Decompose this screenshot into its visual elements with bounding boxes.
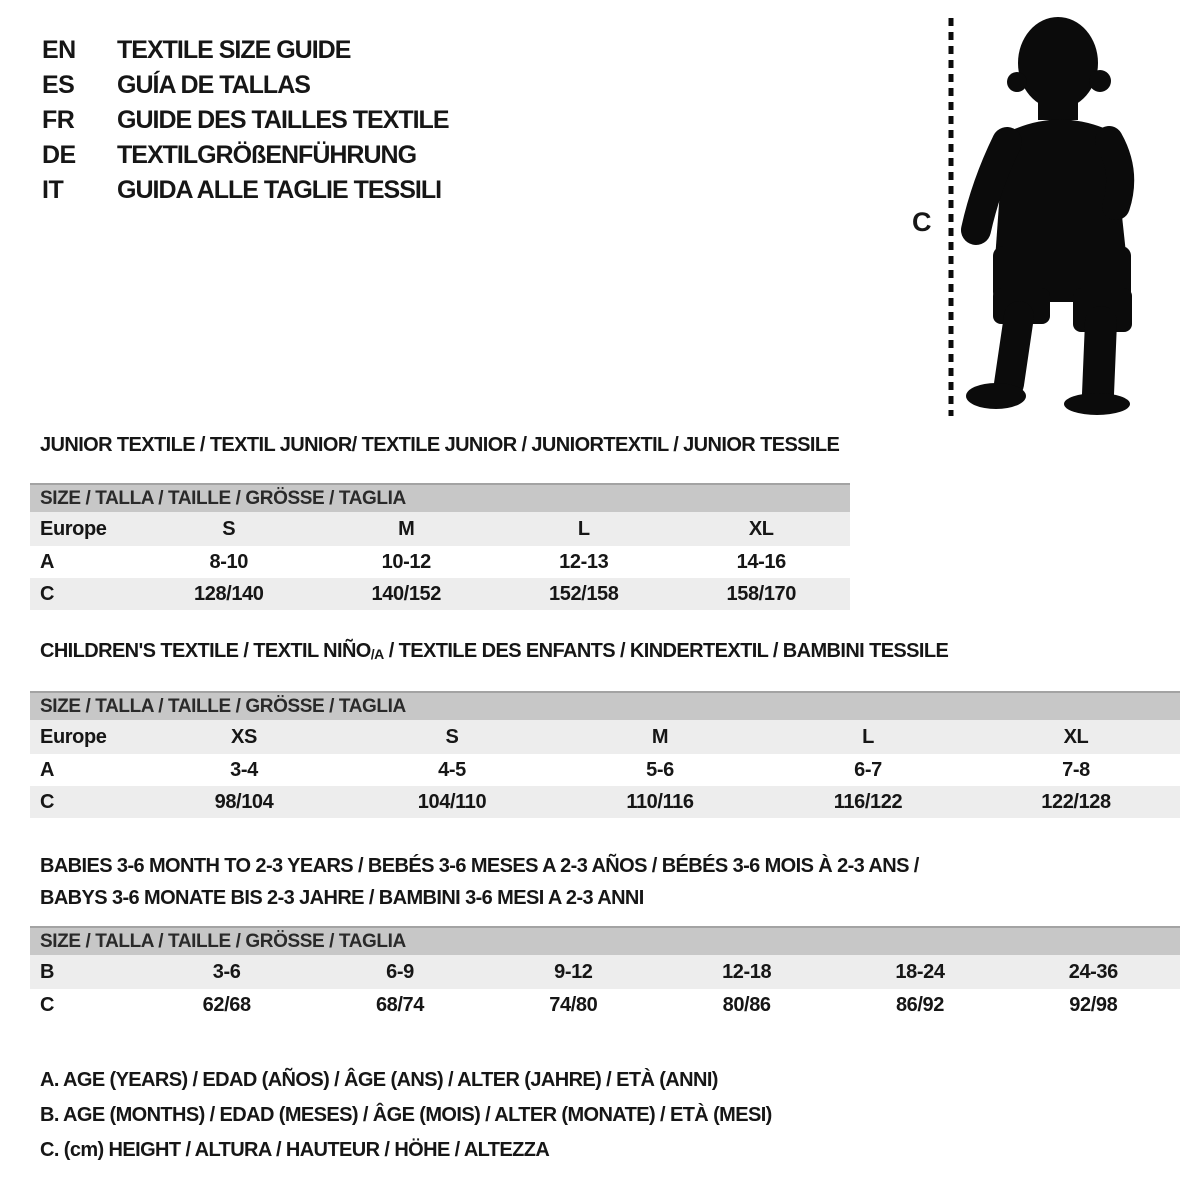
months-cell: 18-24 xyxy=(895,960,945,983)
size-cell: S xyxy=(445,725,459,748)
row-label: C xyxy=(40,790,55,813)
height-cell: 140/152 xyxy=(371,582,441,605)
language-title-list xyxy=(42,33,449,208)
lang-row-es xyxy=(42,68,449,103)
lang-code-en: EN xyxy=(42,36,76,64)
junior-row-height xyxy=(30,578,850,610)
junior-section-title: JUNIOR TEXTILE / TEXTIL JUNIOR/ TEXTILE JUNIOR / JUNIORTEXTIL / JUNIOR TESSILE xyxy=(40,434,840,456)
legend-line-a: A. AGE (YEARS) / EDAD (AÑOS) / ÂGE (ANS) / ALTER (JAHRE) / ETÀ (ANNI) xyxy=(40,1069,718,1091)
lang-row-it xyxy=(42,173,449,208)
lang-row-fr xyxy=(42,103,449,138)
lang-title-it: GUIDA ALLE TAGLIE TESSILI xyxy=(117,176,442,204)
height-cell: 110/116 xyxy=(626,790,694,813)
size-cell: XL xyxy=(1063,725,1089,748)
height-cell: 152/158 xyxy=(549,582,619,605)
height-cell: 104/110 xyxy=(417,790,487,813)
children-title-suffix: / TEXTILE DES ENFANTS / KINDERTEXTIL / BAMBINI TESSILE xyxy=(383,640,949,662)
age-cell: 10-12 xyxy=(381,550,431,573)
height-cell: 62/68 xyxy=(202,993,251,1016)
children-title-prefix: CHILDREN'S TEXTILE / TEXTIL NIÑO xyxy=(40,640,371,662)
babies-section-title xyxy=(40,850,919,914)
months-cell: 9-12 xyxy=(554,960,593,983)
lang-title-en: TEXTILE SIZE GUIDE xyxy=(117,36,351,64)
children-title-sub: /A xyxy=(370,646,384,662)
height-cell: 128/140 xyxy=(194,582,264,605)
babies-row-height xyxy=(30,989,1180,1021)
baby-silhouette-figure xyxy=(900,0,1160,430)
row-label: C xyxy=(40,993,55,1016)
babies-row-months xyxy=(30,955,1180,989)
months-cell: 3-6 xyxy=(212,960,241,983)
height-cell: 116/122 xyxy=(833,790,903,813)
children-section-title xyxy=(40,640,948,663)
row-label: C xyxy=(40,582,55,605)
height-cell: 122/128 xyxy=(1041,790,1111,813)
toddler-silhouette xyxy=(966,17,1132,415)
junior-size-header-bar: SIZE / TALLA / TAILLE / GRÖSSE / TAGLIA xyxy=(30,483,850,512)
row-label: Europe xyxy=(40,725,107,748)
lang-code-it: IT xyxy=(42,176,64,204)
size-cell: XS xyxy=(231,725,257,748)
row-label: Europe xyxy=(40,517,107,540)
measure-legend xyxy=(40,1068,772,1173)
age-cell: 14-16 xyxy=(736,550,786,573)
lang-title-es: GUÍA DE TALLAS xyxy=(117,71,310,99)
months-cell: 24-36 xyxy=(1068,960,1118,983)
height-cell: 158/170 xyxy=(726,582,796,605)
height-cell: 92/98 xyxy=(1069,993,1118,1016)
row-label: B xyxy=(40,960,55,983)
size-cell: L xyxy=(577,517,590,540)
size-cell: XL xyxy=(748,517,774,540)
age-cell: 6-7 xyxy=(854,758,882,781)
height-cell: 74/80 xyxy=(549,993,598,1016)
lang-title-fr: GUIDE DES TAILLES TEXTILE xyxy=(117,106,449,134)
babies-size-table xyxy=(30,926,1180,1021)
junior-row-age xyxy=(30,546,850,578)
lang-row-en xyxy=(42,33,449,68)
children-row-age xyxy=(30,754,1180,786)
age-cell: 3-4 xyxy=(230,758,258,781)
babies-title-line1: BABIES 3-6 MONTH TO 2-3 YEARS / BEBÉS 3-6 MESES A 2-3 AÑOS / BÉBÉS 3-6 MOIS À 2-3 ANS / xyxy=(40,855,919,877)
lang-row-de xyxy=(42,138,449,173)
junior-row-europe xyxy=(30,512,850,546)
age-cell: 4-5 xyxy=(438,758,466,781)
lang-code-de: DE xyxy=(42,141,76,169)
legend-line-c: C. (cm) HEIGHT / ALTURA / HAUTEUR / HÖHE / ALTEZZA xyxy=(40,1139,550,1161)
row-label: A xyxy=(40,550,55,573)
age-cell: 7-8 xyxy=(1062,758,1090,781)
height-cell: 80/86 xyxy=(722,993,771,1016)
age-cell: 12-13 xyxy=(559,550,609,573)
age-cell: 8-10 xyxy=(209,550,248,573)
lang-title-de: TEXTILGRÖßENFÜHRUNG xyxy=(117,141,417,169)
children-row-europe xyxy=(30,720,1180,754)
babies-size-header-bar: SIZE / TALLA / TAILLE / GRÖSSE / TAGLIA xyxy=(30,926,1180,955)
size-cell: M xyxy=(398,517,415,540)
size-cell: L xyxy=(862,725,874,748)
children-row-height xyxy=(30,786,1180,818)
age-cell: 5-6 xyxy=(646,758,674,781)
height-cell: 86/92 xyxy=(895,993,944,1016)
size-cell: S xyxy=(222,517,236,540)
lang-code-fr: FR xyxy=(42,106,75,134)
height-cell: 68/74 xyxy=(375,993,425,1016)
height-measure-c-label: C xyxy=(912,207,932,237)
babies-title-line2: BABYS 3-6 MONATE BIS 2-3 JAHRE / BAMBINI 3-6 MESI A 2-3 ANNI xyxy=(40,887,644,909)
children-size-table xyxy=(30,691,1180,818)
lang-code-es: ES xyxy=(42,71,75,99)
size-cell: M xyxy=(651,725,669,748)
height-cell: 98/104 xyxy=(214,790,274,813)
children-size-header-bar: SIZE / TALLA / TAILLE / GRÖSSE / TAGLIA xyxy=(30,691,1180,720)
junior-size-table xyxy=(30,483,850,610)
row-label: A xyxy=(40,758,55,781)
months-cell: 12-18 xyxy=(722,960,772,983)
months-cell: 6-9 xyxy=(386,960,414,983)
legend-line-b: B. AGE (MONTHS) / EDAD (MESES) / ÂGE (MOIS) / ALTER (MONATE) / ETÀ (MESI) xyxy=(40,1104,772,1126)
